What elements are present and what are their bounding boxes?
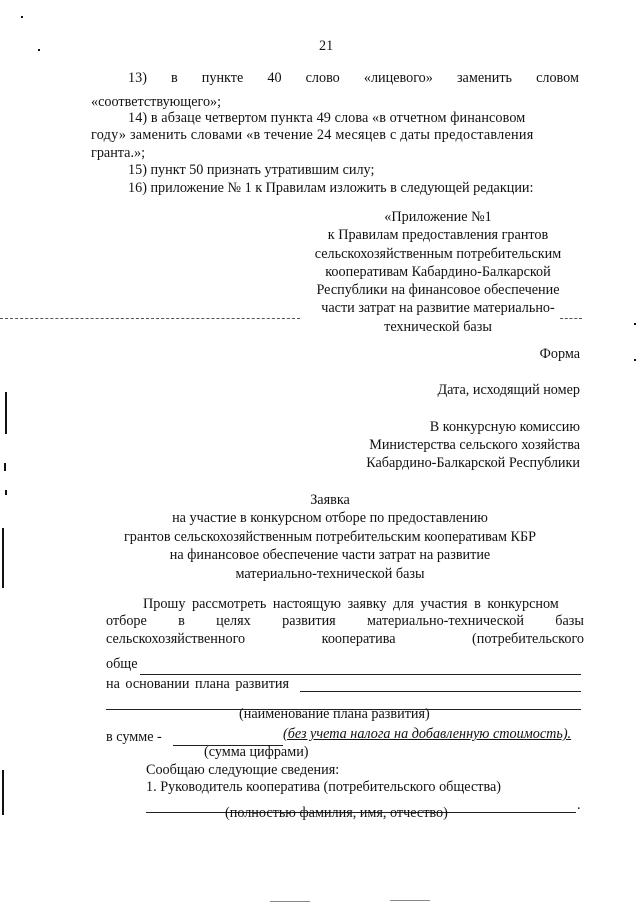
appendix-line: сельскохозяйственным потребительским [314, 245, 562, 262]
word: базы [555, 613, 584, 629]
word: слово [305, 70, 340, 86]
vat-note: (без учета налога на добавленную стоимость). [283, 726, 572, 742]
addressee-line: Кабардино-Балкарской Республики [366, 455, 580, 471]
scan-mark [5, 392, 7, 434]
word: «лицевого» [363, 70, 433, 86]
appendix-heading [298, 208, 578, 336]
scan-mark [2, 770, 4, 815]
scan-mark [2, 528, 4, 588]
word: заменить [456, 70, 512, 86]
fio-end-dot: . [577, 797, 581, 813]
word: развития [282, 613, 336, 629]
item-14-line3: гранта.»; [91, 145, 146, 161]
word: целях [216, 613, 251, 629]
scan-mark [270, 901, 310, 902]
report-label: Сообщаю следующие сведения: [146, 762, 340, 778]
scan-mark [38, 49, 40, 51]
word: 40 [267, 70, 282, 86]
plan-fill-line [300, 691, 581, 692]
appendix-line: Республики на финансовое обеспечение [316, 282, 560, 299]
word: кооператива [321, 631, 396, 647]
title-line: Заявка [310, 492, 350, 508]
word: сельскохозяйственного [106, 631, 246, 647]
appendix-line: части затрат на развитие материально- [321, 300, 555, 317]
appendix-line: технической базы [384, 318, 492, 335]
word: отборе [106, 613, 147, 629]
title-line: на участие в конкурсном отборе по предоставлению [172, 510, 488, 527]
word: пункте [201, 70, 244, 86]
item-13-line1 [128, 70, 579, 87]
item-14-line1: 14) в абзаце четвертом пункта 49 слова «в отчетном финансовом [128, 110, 526, 126]
body-line3 [106, 631, 584, 648]
item-16: 16) приложение № 1 к Правилам изложить в следующей редакции: [128, 180, 534, 196]
plan-caption: (наименование плана развития) [239, 706, 430, 722]
fio-caption: (полностью фамилия, имя, отчество) [225, 805, 448, 821]
item-15: 15) пункт 50 признать утратившим силу; [128, 162, 375, 178]
scan-mark [21, 16, 23, 18]
date-number-label: Дата, исходящий номер [437, 382, 580, 398]
scan-mark [5, 490, 7, 495]
scan-mark [634, 359, 636, 361]
page-number: 21 [319, 38, 334, 54]
word: (потребительского [472, 631, 584, 647]
obshe-label: обще [106, 656, 138, 672]
title-line: на финансовое обеспечение части затрат на развитие [169, 547, 491, 564]
word: 13) [128, 70, 147, 86]
scan-mark [390, 900, 430, 901]
scan-fold-line [560, 318, 582, 319]
scan-mark [634, 323, 636, 325]
addressee-line: Министерства сельского хозяйства [369, 437, 580, 453]
basis-label: на основании плана развития [106, 676, 290, 692]
appendix-line: кооперативам Кабардино-Балкарской [325, 263, 551, 280]
word: материально-технической [367, 613, 524, 629]
item-14-line2: году» заменить словами «в течение 24 месяцев с даты предоставления [91, 127, 534, 143]
title-line: грантов сельскохозяйственным потребительским кооперативам КБР [123, 528, 537, 545]
form-label: Форма [539, 346, 580, 362]
title-line: материально-технической базы [235, 565, 425, 582]
head-label: 1. Руководитель кооператива (потребительского общества) [146, 779, 501, 795]
item-13-line2: «соответствующего»; [91, 94, 222, 110]
scan-mark [4, 463, 6, 471]
application-title [110, 491, 550, 583]
addressee-line: В конкурсную комиссию [429, 419, 580, 435]
appendix-line: «Приложение №1 [384, 209, 492, 225]
body-line2 [106, 613, 584, 630]
appendix-line: к Правилам предоставления грантов [327, 227, 549, 244]
body-line1: Прошу рассмотреть настоящую заявку для участия в конкурсном [143, 596, 559, 612]
scan-fold-line [0, 318, 300, 319]
word: словом [536, 70, 579, 86]
word: в [178, 613, 185, 629]
sum-caption: (сумма цифрами) [204, 744, 309, 760]
obshe-fill-line [140, 674, 581, 675]
word: в [171, 70, 178, 86]
sum-label: в сумме - [106, 729, 162, 745]
